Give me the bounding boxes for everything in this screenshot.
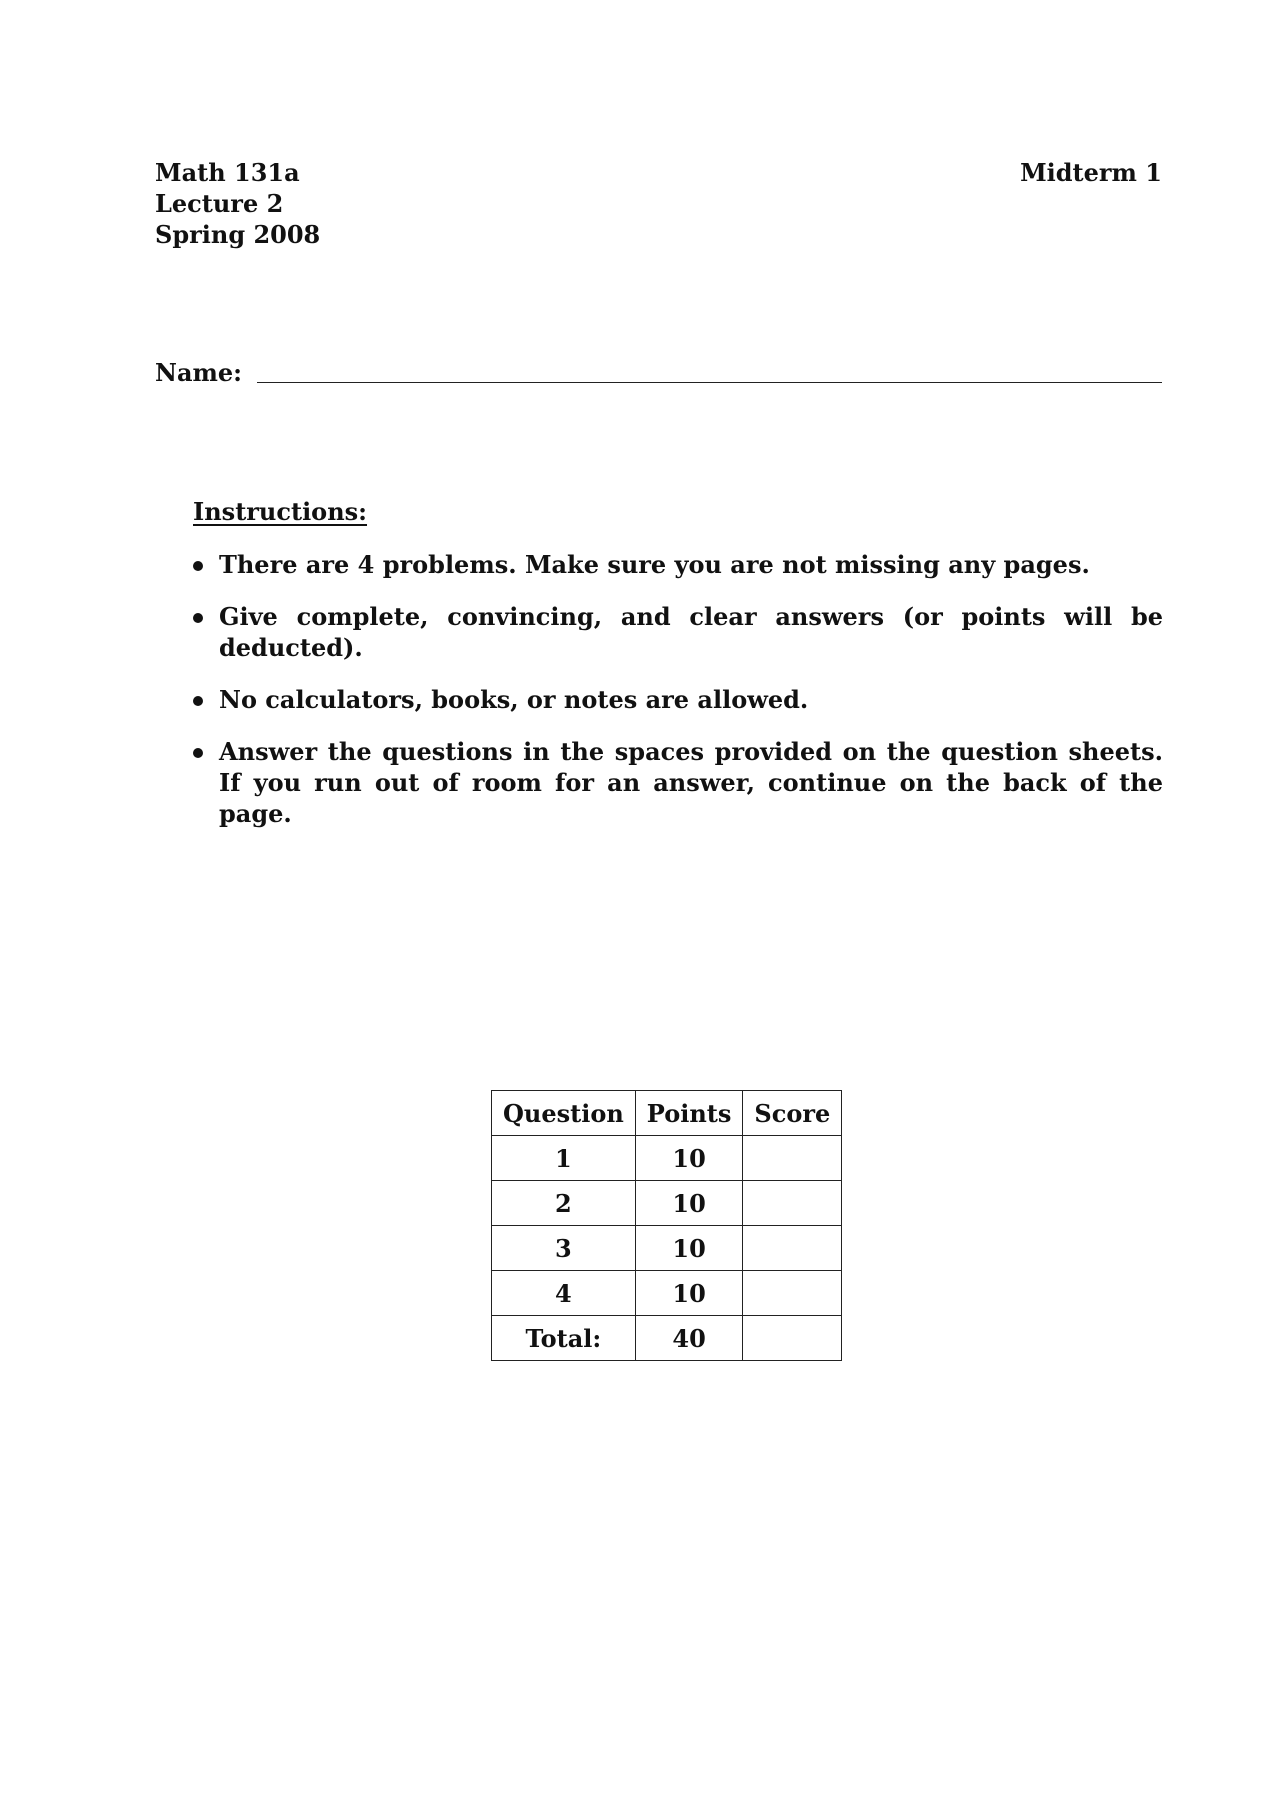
question-cell: 2 <box>492 1181 636 1226</box>
instruction-item <box>193 601 1163 663</box>
instructions-list <box>193 549 1163 829</box>
bullet-icon <box>193 748 203 758</box>
score-table <box>491 1090 842 1361</box>
instruction-text: No calculators, books, or notes are allowed. <box>219 685 809 714</box>
points-cell: 10 <box>635 1181 743 1226</box>
exam-title: Midterm 1 <box>1020 158 1162 187</box>
points-cell: 10 <box>635 1226 743 1271</box>
bullet-icon <box>193 696 203 706</box>
lecture-number: Lecture 2 <box>155 189 284 218</box>
name-field-row <box>155 357 1162 388</box>
points-cell: 10 <box>635 1271 743 1316</box>
score-cell[interactable] <box>743 1271 842 1316</box>
name-label: Name: <box>155 358 243 387</box>
table-header-row <box>492 1091 842 1136</box>
table-row <box>492 1181 842 1226</box>
points-cell: 10 <box>635 1136 743 1181</box>
score-cell[interactable] <box>743 1181 842 1226</box>
question-cell: 4 <box>492 1271 636 1316</box>
score-cell[interactable] <box>743 1136 842 1181</box>
column-header-points: Points <box>635 1091 743 1136</box>
question-cell: 3 <box>492 1226 636 1271</box>
instruction-text: Answer the questions in the spaces provided on the question sheets. If you run out of room for an answer, continue on the back of the page. <box>219 737 1163 828</box>
instruction-item <box>193 549 1163 580</box>
total-points-cell: 40 <box>635 1316 743 1361</box>
instructions-title: Instructions: <box>193 497 368 526</box>
instructions-section <box>193 496 1163 850</box>
table-row-total <box>492 1316 842 1361</box>
term: Spring 2008 <box>155 220 321 249</box>
name-input-line[interactable] <box>257 360 1162 383</box>
total-label-cell: Total: <box>492 1316 636 1361</box>
instruction-item <box>193 736 1163 829</box>
instruction-text: There are 4 problems. Make sure you are not missing any pages. <box>219 550 1090 579</box>
total-score-cell[interactable] <box>743 1316 842 1361</box>
bullet-icon <box>193 613 203 623</box>
course-title: Math 131a <box>155 158 300 187</box>
course-info <box>155 157 320 250</box>
instruction-text: Give complete, convincing, and clear answers (or points will be deducted). <box>219 602 1163 662</box>
question-cell: 1 <box>492 1136 636 1181</box>
table-row <box>492 1271 842 1316</box>
column-header-score: Score <box>743 1091 842 1136</box>
table-row <box>492 1226 842 1271</box>
bullet-icon <box>193 561 203 571</box>
column-header-question: Question <box>492 1091 636 1136</box>
table-row <box>492 1136 842 1181</box>
score-cell[interactable] <box>743 1226 842 1271</box>
instruction-item <box>193 684 1163 715</box>
